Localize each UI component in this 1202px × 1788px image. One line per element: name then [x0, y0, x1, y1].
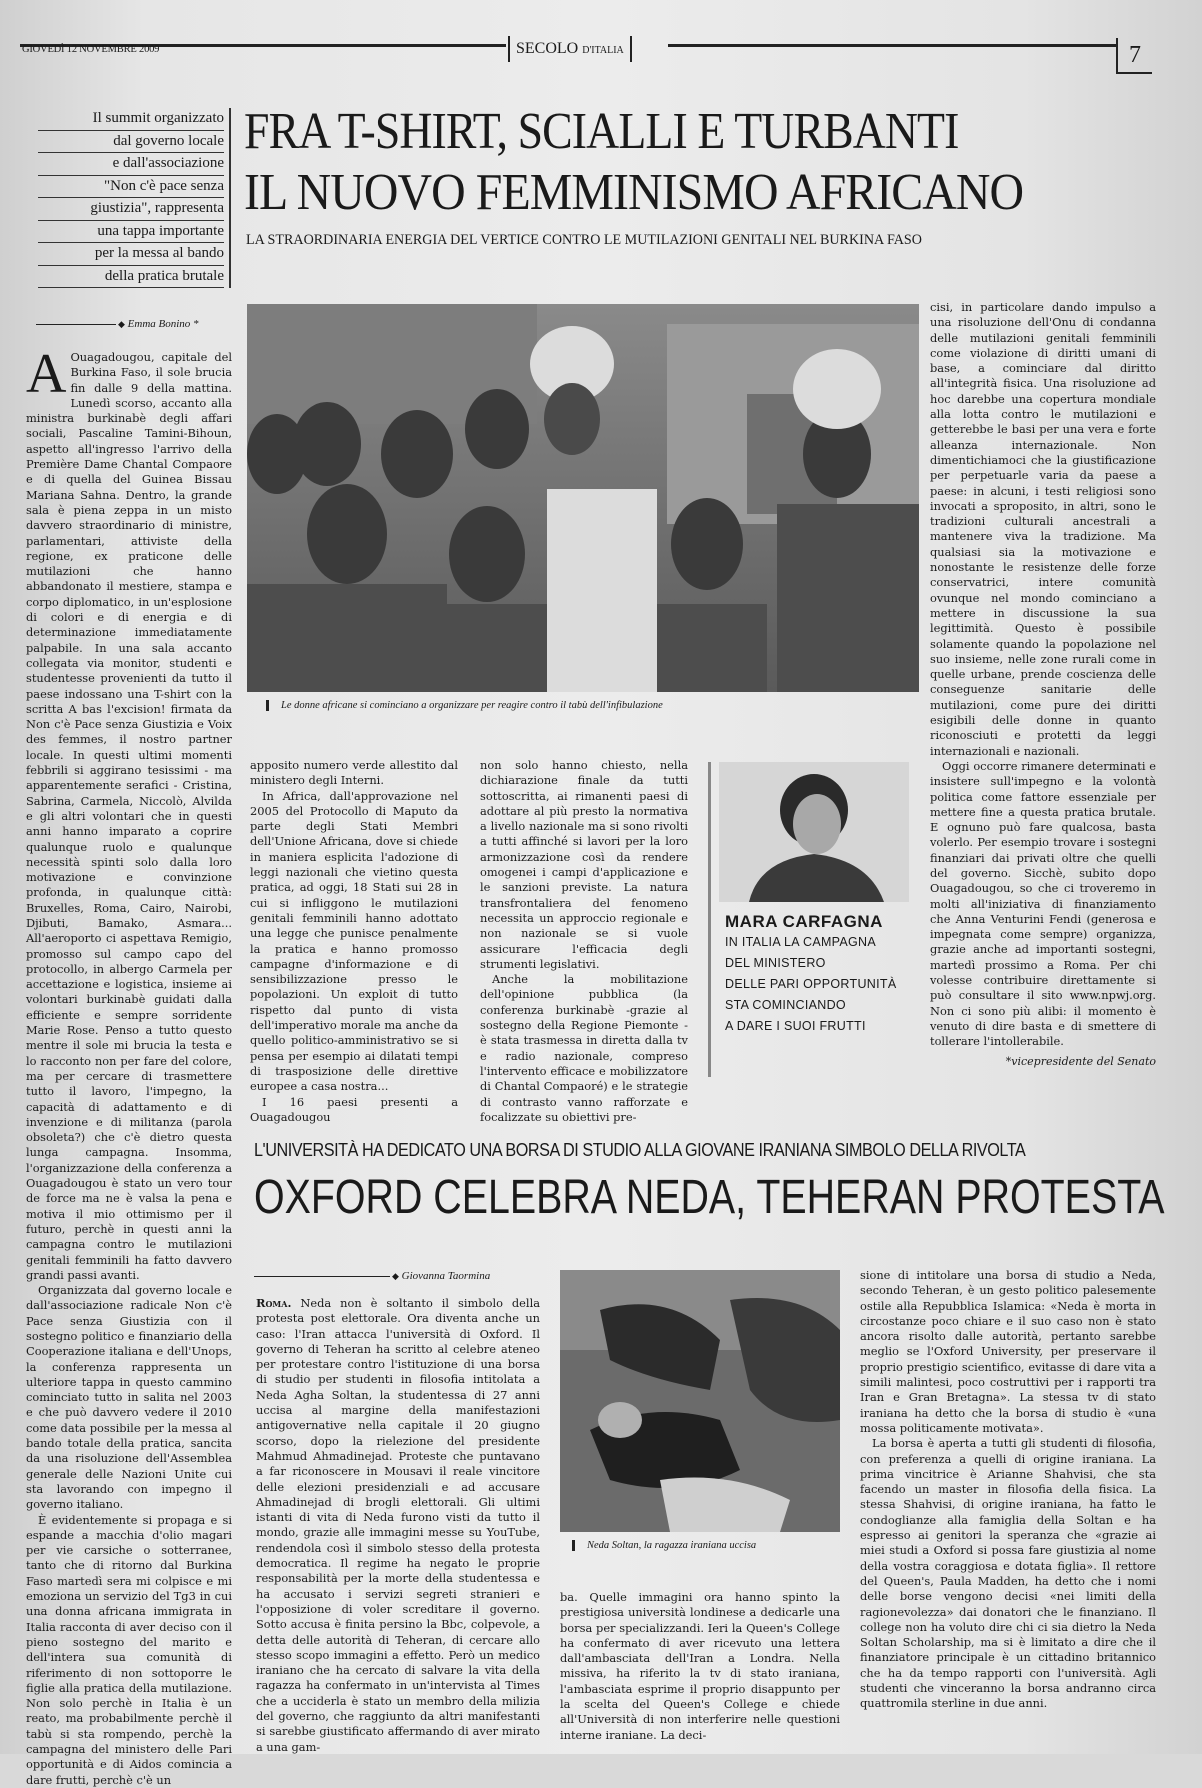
- article1-col1-para: Organizzata dal governo locale e dall'associazione radicale Non c'è Pace senza Giustizia con il sostegno politico e finanziario della Cooperazione italiana e dell'Unops, la conferenza rappresenta un ulteriore tappa in questo cammino cominciato tutto in salita nel 2003 e che può davvero vedere il 2010 come data possibile per la messa al bando totale della pratica, sancita da una risoluzione dell'Assemblea generale delle Nazioni Unite cui sta lavorando con impegno il governo italiano.: [26, 1283, 232, 1512]
- article1-column1: [26, 343, 232, 1788]
- masthead: [508, 36, 632, 62]
- dateline: Roma.: [256, 1296, 292, 1310]
- article1-col4-para: Oggi occorre rimanere determinati e insistere sull'impegno e la volontà politica come fattore essenziale per mettere fine a questa pratica brutale. E ognuno può fare qualcosa, basta volerlo. Per esempio trovare i sostegni finanziari dai privati oltre che quelli del governo. Sicchè, subito dopo Ouagadougou, so che ci troveremo in molti all'iniziativa di finanziamento che Anna Venturini Fendi (generosa e impegnata come sempre) organizza, grazie anche ad importanti sostegni, martedì prossimo a Roma. Per chi volesse contribuire direttamente si può consultare il sito www.npwj.org. Non ci sono più alibi: il momento è venuto di dire basta e di smettere di tollerare l'intollerabile.: [930, 758, 1156, 1049]
- pull-quote-line: Il summit organizzato: [38, 108, 224, 131]
- pull-quote-line: giustizia", rappresenta: [38, 198, 224, 221]
- group-photo-image: [247, 304, 919, 692]
- sidebar-line: IN ITALIA LA CAMPAGNA: [725, 935, 877, 949]
- article1-col1-para-text: Ouagadougou, capitale del Burkina Faso, il sole brucia fin dalle 9 della mattina. Lunedì scorso, accanto alla ministra burkinabè degli affari sociali, Pascaline Tamini-Bihoun, aspetto all'ingresso l'arrivo della Première Dame Chantal Compaore e di quella del Guinea Bissau Mariana Sahna. Dentro, la grande sala è piena zeppa in un misto davvero straordinario di ministre, parlamentari, attiviste della regione, ex praticone delle mutilazioni che hanno abbandonato il mestiere, stampa e corpo diplomatico, in un'esplosione di colori e di energia e di determinazione immediatamente palpabile. In una sala accanto collegata via monitor, studenti e studentesse provenienti da tutto il paese indossano una T-shirt con la scritta A bas l'excision! firmata da Non c'è Pace senza Giustizia e Voix des femmes, il nostro partner locale. In questi ultimi momenti febbrili si aggirano tesissimi - ma apparentemente serafici - Cristina, Sabrina, Carmela, Niccolò, Alvilda e gli altri volontari che in questi anni hanno imparato a coprire qualunque ruolo e qualunque necessità spinti solo dalla loro motivazione e convinzione profonda, in qualunque città: Bruxelles, Roma, Cairo, Nairobi, Djibuti, Bamako, Asmara... All'aeroporto ci aspettava Remigio, promosso sul campo capo del protocollo, in albergo Carmela per accettazione e logistica, insieme ai volontari burkinabè guidati dalla efficiente e sempre sorridente Marie Rose. Penso a tutto questo mentre il sole mi brucia la testa e lo racconto non per fare del colore, ma per cercare di trasmettere tutto il lavoro, l'impegno, la capacità di adattamento e di invenzione e di militanza (parola obsoleta?) che c'è dietro questa lunga campagna. Insomma, l'organizzazione della conferenza a Ouagadougou è stato un vero tour de force ma ne è valsa la pena e motiva il mio ottimismo per il futuro, perchè in questi anni la campagna contro le mutilazioni genitali femminili ha fatto davvero grandi passi avanti.: [26, 350, 232, 1282]
- pull-quote-line: per la messa al bando: [38, 243, 224, 266]
- sidebar-line: DEL MINISTERO: [725, 956, 826, 970]
- article2-column2: [560, 1590, 840, 1743]
- headline-line2: IL NUOVO FEMMINISMO AFRICANO: [244, 164, 1024, 221]
- article1-column2: [250, 758, 458, 1125]
- sidebar-box: [708, 762, 911, 1077]
- author-name: Emma Bonino *: [127, 318, 199, 330]
- sidebar-line: DELLE PARI OPPORTUNITÀ: [725, 977, 897, 991]
- article1-column4: [930, 300, 1156, 1069]
- author-name: Giovanna Taormina: [401, 1270, 491, 1282]
- article1-col1-para: È evidentemente si propaga e si espande a macchia d'olio magari per vie carsiche o sotterranee, tanto che di ritorno dal Burkina Faso martedì sera mi colpisce e mi emoziona un servizio del Tg3 in cui una donna africana immigrata in Italia racconta di aver deciso con il pieno sostegno del marito e dell'intera sua comunità di riferimento di non sottoporre le figlie alla pratica della mutilazione. Non solo perchè in Italia è un reato, ma probabilmente perchè il tabù si sta rompendo, perchè la campagna del ministero delle Pari opportunità e di Aidos comincia a dare frutti, perchè c'è un: [26, 1512, 232, 1787]
- pull-quote-line: "Non c'è pace senza: [38, 176, 224, 199]
- article2-col3-para: sione di intitolare una borsa di studio a Neda, secondo Teheran, è un gesto politico palesemente ostile alla Repubblica Islamica: «Neda è morta in circostanze poco chiare e il suo caso non è stato ancora risolto dalle autorità, pertanto sarebbe meglio se l'Oxford University, per preservare il proprio prestigio scientifico, evitasse di dare vita a simili malintesi, poco costruttivi per i rapporti tra Iran e Gran Bretagna». La stessa tv di stato iraniana ha detto che la borsa di studio è «una mossa politicamente motivata».: [860, 1268, 1156, 1435]
- diamond-icon: ◆: [392, 1271, 399, 1281]
- article2-column1: [256, 1296, 540, 1755]
- sidebar-line: STA COMINCIANDO: [725, 998, 846, 1012]
- article1-column3: [480, 758, 688, 1125]
- article1-col2-para: I 16 paesi presenti a Ouagadougou: [250, 1094, 458, 1124]
- neda-photo-caption: Neda Soltan, la ragazza iraniana uccisa: [572, 1540, 849, 1551]
- pull-quote-line: e dall'associazione: [38, 153, 224, 176]
- drop-cap: A: [26, 343, 67, 405]
- article2-col1-para: [256, 1296, 540, 1755]
- article1-col3-para: non solo hanno chiesto, nella dichiarazione finale da tutti sottoscritta, ai rimanenti paesi di adottare al più presto la normativa a livello nazionale ma si sono rivolti a tutti affinché si lavori per la loro armonizzazione così da rendere omogenei i campi d'applicazione e le sanzioni previste. La natura transfrontaliera del fenomeno necessita un approccio regionale e non nazionale se si vuole assicurare l'efficacia degli strumenti legislativi.: [480, 758, 688, 971]
- pull-quote-line: della pratica brutale: [38, 266, 224, 289]
- main-photo: [247, 304, 919, 692]
- author-signature-note: *vicepresidente del Senato: [1005, 1054, 1156, 1068]
- article1-col2-para: apposito numero verde allestito dal ministero degli Interni.: [250, 758, 458, 788]
- article2-col2-para: ba. Quelle immagini ora hanno spinto la prestigiosa università londinese a dedicarle una borsa per specializzandi. Ieri la Queen's College ha confermato di aver ricevuto una lettera dall'ambasciata dell'Iran a Londra. Nella missiva, ha riferito la tv di stato iraniana, l'ambasciata esprime il proprio disappunto per la scelta del Queen's College e chiede all'Università di non interferire nelle questioni interne iraniane. La deci-: [560, 1590, 840, 1742]
- pull-quote-line: dal governo locale: [38, 131, 224, 154]
- paper-name: SECOLO: [516, 40, 579, 57]
- article2-col3-para: La borsa è aperta a tutti gli studenti di filosofia, con preferenza a quelli di origine iraniana. La prima vincitrice è Arianne Shahvisi, che sta facendo un master in filosofia della fisica. La stessa Shahvisi, di origine iraniana, ha fatto le condoglianze alla famiglia della Soltan e ha espresso ai genitori la speranza che «grazie ai miei studi a Oxford si possa fare giustizia al nome della vostra coraggiosa e dotata figlia». Il rettore del Queen's, Paula Madden, ha detto che i nomi delle borse vengono decisi «nei limiti della ragionevolezza» dai donatori che le finanziano. Il college non ha voluto dire chi ci sia dietro la Neda Soltan Scholarship, ma si è limitato a dire che il finanziatore principale è un cittadino britannico che ha da tempo rapporti con l'università. Agli studenti che vinceranno la borsa andranno circa quattromila sterline in due anni.: [860, 1436, 1156, 1711]
- portrait-image: [719, 762, 909, 902]
- article2-column3: [860, 1268, 1156, 1712]
- article1-col2-para: In Africa, dall'approvazione nel 2005 del Protocollo di Maputo da parte degli Stati Membri dell'Unione Africana, dove si chiede in maniera esplicita l'adozione di leggi nazionali che vietino questa pratica, ad oggi, 18 Stati sui 28 in cui si infliggono le mutilazioni genitali femminili hanno adottato una legge che punisce penalmente la pratica e hanno promosso campagne d'informazione e di sensibilizzazione presso le popolazioni. Un exploit di tutto rispetto dal punto di vista dell'imperativo morale ma anche da quello politico-amministrativo se si pensa per esempio ai dilatati tempi di trasposizione delle direttive europee a casa nostra...: [250, 788, 458, 1094]
- sidebar-name: MARA CARFAGNA: [725, 912, 883, 931]
- article2-kicker: L'UNIVERSITÀ HA DEDICATO UNA BORSA DI STUDIO ALLA GIOVANE IRANIANA SIMBOLO DELLA RIVOLTA: [254, 1140, 1026, 1160]
- sidebar-line: A DARE I SUOI FRUTTI: [725, 1019, 866, 1033]
- page-number: 7: [1116, 38, 1152, 74]
- neda-photo: [560, 1270, 840, 1532]
- headline-line1: FRA T-SHIRT, SCIALLI E TURBANTI: [244, 103, 959, 160]
- pull-quote-line: una tappa importante: [38, 221, 224, 244]
- byline-article2: [254, 1270, 490, 1282]
- article2-col1-para-text: Neda non è soltanto il simbolo della protesta post elettorale. Ora diventa anche un caso: l'Iran attacca l'università di Oxford. Il governo di Teheran ha scritto al celebre ateneo per protestare contro l'istituzione di una borsa di studio per studenti in filosofia intitolata a Neda Agha Soltan, la studentessa di 27 anni uccisa al margine della manifestazioni antigovernative nella capitale il 20 giugno scorso, dopo la rielezione del presidente Mahmud Ahmadinejad. Proteste che puntavano a far riconoscere in Mousavi il reale vincitore delle elezioni presidenziali e ad accusare Ahmadinejad di brogli elettorali. Gli ultimi istanti di vita di Neda furono visti da tutto il mondo, grazie alle immagini messe su YouTube, rendendola così il simbolo stesso della protesta democratica. Il regime ha negato le proprie responsabilità per la morte della studentessa e ha accusato i servizi segreti stranieri e l'opposizione di voler screditare il governo. Sotto accusa è finita persino la Bbc, colpevole, a detta delle autorità di Teheran, di cercare allo stesso scopo immagini a effetto. Però un medico iraniano che ha cercato di salvare la vita della ragazza ha confermato in un'intervista al Times che a ucciderla è stato un membro della milizia del governo, che raggiunto da altri manifestanti si sarebbe giustificato affermando di aver mirato a una gam-: [256, 1296, 540, 1754]
- pull-quote: [38, 108, 231, 288]
- issue-date: GIOVEDÌ 12 NOVEMBRE 2009: [22, 44, 160, 55]
- article1-col4-para: cisi, in particolare dando impulso a una risoluzione dell'Onu di condanna delle mutilazioni genitali femminili come violazione di diritti umani di base, a cominciare dal diritto all'integrità fisica. Una risoluzione ad hoc darebbe una copertura mondiale alla lotta contro le mutilazioni e getterebbe le basi per una vera e forte alleanza internazionale. Non dimentichiamoci che la giustificazione per perpetuarle varia da paese a paese: in alcuni, i testi religiosi sono invocati a sproposito, in altri, sono le tradizioni culturali ancestrali a mantenere viva la tradizione. Ma qualsiasi sia la motivazione e nonostante le resistenze delle forze conservatrici, intere comunità ovunque nel mondo cominciano a mettere in discussione la sua legittimità. Questo è possibile solamente quando la popolazione nel suo insieme, nelle zone rurali come in quelle urbane, prende coscienza delle conseguenze sanitarie delle mutilazioni, come pure dei diritti esigibili delle donne in quanto riconosciuti e protetti da leggi internazionali e nazionali.: [930, 300, 1156, 758]
- article1-col3-para: Anche la mobilitazione dell'opinione pubblica (la conferenza burkinabè -grazie al sostegno della Regione Piemonte - è stata trasmessa in diretta dalla tv e radio nazionale, compreso l'intervento efficace e mobilizzatore di Chantal Compaoré) e le strategie di contrasto vanno rafforzate e focalizzate su obiettivi pre-: [480, 972, 688, 1124]
- main-photo-caption: Le donne africane si cominciano a organizzare per reagire contro il tabù dell'infibulazione: [266, 700, 921, 711]
- byline-article1: [36, 318, 199, 330]
- byline-rule: [36, 324, 116, 325]
- neda-photo-image: [560, 1270, 840, 1532]
- diamond-icon: ◆: [118, 319, 125, 329]
- byline-rule: [254, 1276, 390, 1277]
- article2-headline: OXFORD CELEBRA NEDA, TEHERAN PROTESTA: [254, 1171, 1165, 1224]
- portrait-photo: [719, 762, 909, 902]
- article1-col1-para: [26, 343, 232, 1283]
- paper-name-small: D'ITALIA: [582, 45, 624, 56]
- subheadline: LA STRAORDINARIA ENERGIA DEL VERTICE CONTRO LE MUTILAZIONI GENITALI NEL BURKINA FASO: [246, 232, 922, 248]
- header-rule-right: [668, 44, 1116, 47]
